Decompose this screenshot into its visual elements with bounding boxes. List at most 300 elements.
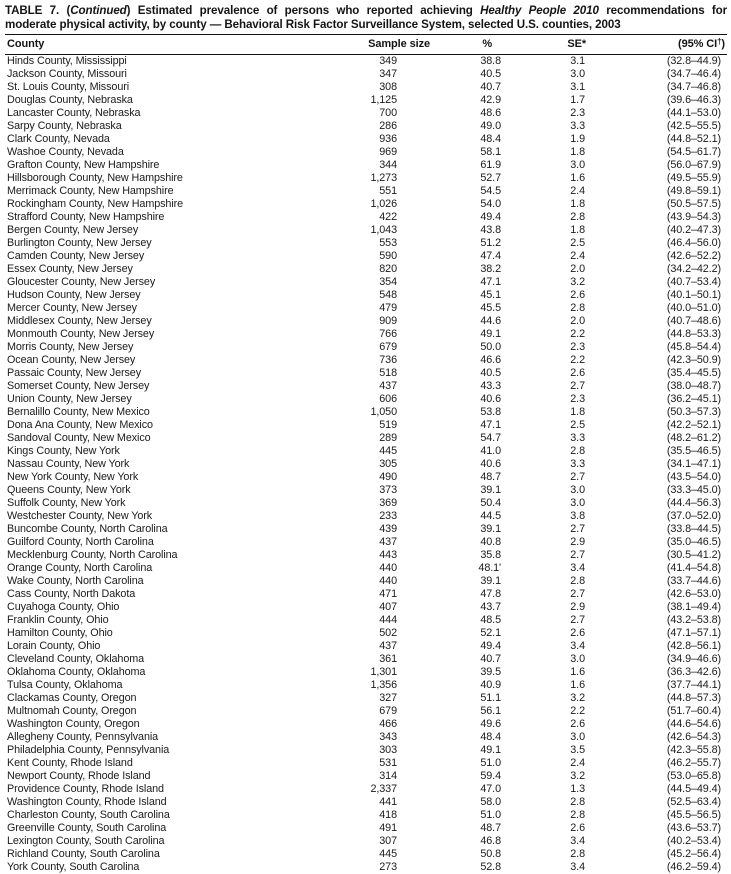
ci-cell: (34.9–46.6) — [588, 653, 727, 666]
percent-cell: 40.9 — [430, 679, 502, 692]
sample-size-cell: 820 — [352, 263, 430, 276]
percent-cell: 51.0 — [430, 809, 502, 822]
col-header-sample-size: Sample size — [352, 35, 430, 55]
se-cell: 3.0 — [502, 159, 588, 172]
percent-cell: 54.0 — [430, 198, 502, 211]
table-row — [5, 341, 727, 354]
table-row — [5, 432, 727, 445]
table-row — [5, 692, 727, 705]
se-cell: 1.8 — [502, 146, 588, 159]
percent-cell: 45.1 — [430, 289, 502, 302]
sample-size-cell: 1,026 — [352, 198, 430, 211]
se-cell: 3.0 — [502, 497, 588, 510]
ci-cell: (40.2–47.3) — [588, 224, 727, 237]
county-cell: Morris County, New Jersey — [5, 341, 352, 354]
county-cell: Clark County, Nevada — [5, 133, 352, 146]
percent-cell: 47.0 — [430, 783, 502, 796]
county-cell: Somerset County, New Jersey — [5, 380, 352, 393]
ci-cell: (44.8–53.3) — [588, 328, 727, 341]
table-number: TABLE 7. — [5, 4, 59, 17]
se-cell: 2.4 — [502, 757, 588, 770]
table-row — [5, 133, 727, 146]
ci-cell: (36.2–45.1) — [588, 393, 727, 406]
ci-cell: (46.2–59.4) — [588, 861, 727, 874]
sample-size-cell: 1,043 — [352, 224, 430, 237]
se-cell: 2.8 — [502, 796, 588, 809]
percent-cell: 39.5 — [430, 666, 502, 679]
county-cell: Hillsborough County, New Hampshire — [5, 172, 352, 185]
percent-cell: 59.4 — [430, 770, 502, 783]
sample-size-cell: 343 — [352, 731, 430, 744]
header-row — [5, 35, 727, 55]
title-italic-healthy-people: Healthy People 2010 — [480, 4, 599, 17]
table-row — [5, 835, 727, 848]
percent-cell: 47.1 — [430, 276, 502, 289]
county-cell: Washoe County, Nevada — [5, 146, 352, 159]
se-cell: 1.8 — [502, 198, 588, 211]
ci-cell: (50.3–57.3) — [588, 406, 727, 419]
sample-size-cell: 418 — [352, 809, 430, 822]
ci-cell: (38.0–48.7) — [588, 380, 727, 393]
table-row — [5, 68, 727, 81]
ci-cell: (40.7–53.4) — [588, 276, 727, 289]
sample-size-cell: 466 — [352, 718, 430, 731]
se-cell: 3.3 — [502, 458, 588, 471]
se-cell: 2.3 — [502, 393, 588, 406]
ci-cell: (33.8–44.5) — [588, 523, 727, 536]
se-cell: 3.3 — [502, 432, 588, 445]
sample-size-cell: 445 — [352, 848, 430, 861]
table-row — [5, 172, 727, 185]
sample-size-cell: 766 — [352, 328, 430, 341]
county-cell: St. Louis County, Missouri — [5, 81, 352, 94]
table-row — [5, 497, 727, 510]
percent-cell: 40.7 — [430, 653, 502, 666]
table-title-line-1 — [5, 4, 727, 18]
ci-cell: (36.3–42.6) — [588, 666, 727, 679]
percent-cell: 51.2 — [430, 237, 502, 250]
se-cell: 2.5 — [502, 419, 588, 432]
se-cell: 1.6 — [502, 172, 588, 185]
county-cell: Orange County, North Carolina — [5, 562, 352, 575]
ci-cell: (34.1–47.1) — [588, 458, 727, 471]
table-header — [5, 35, 727, 55]
county-cell: York County, South Carolina — [5, 861, 352, 874]
sample-size-cell: 440 — [352, 562, 430, 575]
table-row — [5, 848, 727, 861]
sample-size-cell: 490 — [352, 471, 430, 484]
sample-size-cell: 286 — [352, 120, 430, 133]
percent-cell: 47.8 — [430, 588, 502, 601]
ci-cell: (30.5–41.2) — [588, 549, 727, 562]
percent-cell: 48.4 — [430, 133, 502, 146]
percent-cell: 40.5 — [430, 367, 502, 380]
ci-cell: (44.4–56.3) — [588, 497, 727, 510]
county-cell: Queens County, New York — [5, 484, 352, 497]
sample-size-cell: 518 — [352, 367, 430, 380]
sample-size-cell: 437 — [352, 640, 430, 653]
table-row — [5, 302, 727, 315]
county-cell: Merrimack County, New Hampshire — [5, 185, 352, 198]
ci-cell: (43.6–53.7) — [588, 822, 727, 835]
se-cell: 2.7 — [502, 523, 588, 536]
sample-size-cell: 308 — [352, 81, 430, 94]
se-cell: 3.2 — [502, 276, 588, 289]
county-cell: Monmouth County, New Jersey — [5, 328, 352, 341]
table-row — [5, 614, 727, 627]
county-cell: Bergen County, New Jersey — [5, 224, 352, 237]
col-header-percent: % — [430, 35, 502, 55]
col-header-se: SE* — [502, 35, 588, 55]
sample-size-cell: 437 — [352, 536, 430, 549]
sample-size-cell: 590 — [352, 250, 430, 263]
county-cell: Wake County, North Carolina — [5, 575, 352, 588]
ci-cell: (38.1–49.4) — [588, 601, 727, 614]
ci-cell: (48.2–61.2) — [588, 432, 727, 445]
se-cell: 2.0 — [502, 263, 588, 276]
county-cell: Clackamas County, Oregon — [5, 692, 352, 705]
ci-cell: (35.5–46.5) — [588, 445, 727, 458]
se-cell: 3.4 — [502, 861, 588, 874]
sample-size-cell: 679 — [352, 705, 430, 718]
se-cell: 3.1 — [502, 81, 588, 94]
ci-cell: (40.2–53.4) — [588, 835, 727, 848]
percent-cell: 40.8 — [430, 536, 502, 549]
se-cell: 2.6 — [502, 367, 588, 380]
table-row — [5, 159, 727, 172]
percent-cell: 49.6 — [430, 718, 502, 731]
percent-cell: 58.1 — [430, 146, 502, 159]
county-cell: Bernalillo County, New Mexico — [5, 406, 352, 419]
sample-size-cell: 369 — [352, 497, 430, 510]
sample-size-cell: 344 — [352, 159, 430, 172]
ci-cell: (34.7–46.8) — [588, 81, 727, 94]
sample-size-cell: 679 — [352, 341, 430, 354]
table-row — [5, 81, 727, 94]
ci-cell: (45.5–56.5) — [588, 809, 727, 822]
percent-cell: 54.5 — [430, 185, 502, 198]
county-cell: Sarpy County, Nebraska — [5, 120, 352, 133]
ci-cell: (54.5–61.7) — [588, 146, 727, 159]
sample-size-cell: 479 — [352, 302, 430, 315]
se-cell: 2.6 — [502, 289, 588, 302]
ci-cell: (44.8–52.1) — [588, 133, 727, 146]
sample-size-cell: 347 — [352, 68, 430, 81]
sample-size-cell: 551 — [352, 185, 430, 198]
ci-cell: (44.8–57.3) — [588, 692, 727, 705]
table-row — [5, 757, 727, 770]
county-cell: Hinds County, Mississippi — [5, 55, 352, 69]
county-cell: Kent County, Rhode Island — [5, 757, 352, 770]
ci-cell: (53.0–65.8) — [588, 770, 727, 783]
county-cell: Lexington County, South Carolina — [5, 835, 352, 848]
county-cell: Union County, New Jersey — [5, 393, 352, 406]
percent-cell: 61.9 — [430, 159, 502, 172]
continued-label: (Continued) — [66, 4, 130, 17]
percent-cell: 43.3 — [430, 380, 502, 393]
col-header-county: County — [5, 35, 352, 55]
se-cell: 2.7 — [502, 549, 588, 562]
percent-cell: 51.1 — [430, 692, 502, 705]
table-row — [5, 809, 727, 822]
ci-cell: (49.8–59.1) — [588, 185, 727, 198]
county-cell: Franklin County, Ohio — [5, 614, 352, 627]
ci-cell: (49.5–55.9) — [588, 172, 727, 185]
table-row — [5, 315, 727, 328]
ci-cell: (56.0–67.9) — [588, 159, 727, 172]
percent-cell: 48.6 — [430, 107, 502, 120]
percent-cell: 53.8 — [430, 406, 502, 419]
title-text: Estimated prevalence of persons who reported achieving — [138, 4, 473, 17]
table-row — [5, 523, 727, 536]
table-row — [5, 380, 727, 393]
se-cell: 2.3 — [502, 107, 588, 120]
county-cell: Guilford County, North Carolina — [5, 536, 352, 549]
sample-size-cell: 349 — [352, 55, 430, 69]
ci-cell: (43.2–53.8) — [588, 614, 727, 627]
sample-size-cell: 361 — [352, 653, 430, 666]
percent-cell: 40.7 — [430, 81, 502, 94]
sample-size-cell: 444 — [352, 614, 430, 627]
ci-cell: (43.5–54.0) — [588, 471, 727, 484]
ci-cell: (51.7–60.4) — [588, 705, 727, 718]
percent-cell: 54.7 — [430, 432, 502, 445]
table-row — [5, 536, 727, 549]
county-cell: Allegheny County, Pennsylvania — [5, 731, 352, 744]
percent-cell: 45.5 — [430, 302, 502, 315]
county-cell: Washington County, Oregon — [5, 718, 352, 731]
ci-cell: (41.4–54.8) — [588, 562, 727, 575]
percent-cell: 39.1 — [430, 523, 502, 536]
percent-cell: 58.0 — [430, 796, 502, 809]
sample-size-cell: 289 — [352, 432, 430, 445]
county-cell: Burlington County, New Jersey — [5, 237, 352, 250]
table-row — [5, 666, 727, 679]
se-cell: 3.8 — [502, 510, 588, 523]
county-cell: Buncombe County, North Carolina — [5, 523, 352, 536]
sample-size-cell: 2,337 — [352, 783, 430, 796]
percent-cell: 52.7 — [430, 172, 502, 185]
se-cell: 2.5 — [502, 237, 588, 250]
percent-cell: 56.1 — [430, 705, 502, 718]
se-cell: 3.0 — [502, 484, 588, 497]
se-cell: 3.0 — [502, 731, 588, 744]
sample-size-cell: 531 — [352, 757, 430, 770]
ci-cell: (45.8–54.4) — [588, 341, 727, 354]
sample-size-cell: 548 — [352, 289, 430, 302]
se-cell: 1.8 — [502, 224, 588, 237]
county-cell: Hudson County, New Jersey — [5, 289, 352, 302]
se-cell: 2.9 — [502, 601, 588, 614]
table-row — [5, 471, 727, 484]
se-cell: 2.2 — [502, 705, 588, 718]
se-cell: 2.6 — [502, 627, 588, 640]
table-row — [5, 367, 727, 380]
sample-size-cell: 273 — [352, 861, 430, 874]
table-body — [5, 55, 727, 874]
table-row — [5, 354, 727, 367]
percent-cell: 38.2 — [430, 263, 502, 276]
sample-size-cell: 327 — [352, 692, 430, 705]
percent-cell: 47.1 — [430, 419, 502, 432]
county-cell: Rockingham County, New Hampshire — [5, 198, 352, 211]
ci-cell: (40.0–51.0) — [588, 302, 727, 315]
county-cell: Cleveland County, Oklahoma — [5, 653, 352, 666]
county-cell: Greenville County, South Carolina — [5, 822, 352, 835]
county-cell: Gloucester County, New Jersey — [5, 276, 352, 289]
percent-cell: 38.8 — [430, 55, 502, 69]
table-row — [5, 263, 727, 276]
table-row — [5, 224, 727, 237]
ci-cell: (45.2–56.4) — [588, 848, 727, 861]
sample-size-cell: 407 — [352, 601, 430, 614]
sample-size-cell: 441 — [352, 796, 430, 809]
county-cell: Ocean County, New Jersey — [5, 354, 352, 367]
sample-size-cell: 373 — [352, 484, 430, 497]
percent-cell: 44.6 — [430, 315, 502, 328]
county-cell: Mecklenburg County, North Carolina — [5, 549, 352, 562]
table-row — [5, 640, 727, 653]
county-cell: Westchester County, New York — [5, 510, 352, 523]
county-cell: Suffolk County, New York — [5, 497, 352, 510]
table-row — [5, 198, 727, 211]
percent-cell: 49.1 — [430, 744, 502, 757]
ci-cell: (39.6–46.3) — [588, 94, 727, 107]
se-cell: 2.9 — [502, 536, 588, 549]
ci-cell: (50.5–57.5) — [588, 198, 727, 211]
percent-cell: 39.1 — [430, 575, 502, 588]
sample-size-cell: 440 — [352, 575, 430, 588]
county-cell: Tulsa County, Oklahoma — [5, 679, 352, 692]
se-cell: 3.0 — [502, 68, 588, 81]
se-cell: 2.8 — [502, 211, 588, 224]
sample-size-cell: 519 — [352, 419, 430, 432]
table-title-line-2: moderate physical activity, by county — Behavioral Risk Factor Surveillance System, selected U.S. counties, 2003 — [5, 18, 727, 32]
se-cell: 3.2 — [502, 770, 588, 783]
table-row — [5, 588, 727, 601]
table-row — [5, 276, 727, 289]
ci-cell: (37.7–44.1) — [588, 679, 727, 692]
sample-size-cell: 354 — [352, 276, 430, 289]
percent-cell: 42.9 — [430, 94, 502, 107]
sample-size-cell: 700 — [352, 107, 430, 120]
table-row — [5, 458, 727, 471]
sample-size-cell: 553 — [352, 237, 430, 250]
se-cell: 3.4 — [502, 640, 588, 653]
percent-cell: 44.5 — [430, 510, 502, 523]
table-row — [5, 419, 727, 432]
ci-cell: (44.5–49.4) — [588, 783, 727, 796]
table-row — [5, 653, 727, 666]
ci-cell: (32.8–44.9) — [588, 55, 727, 69]
percent-cell: 48.1' — [430, 562, 502, 575]
county-cell: Sandoval County, New Mexico — [5, 432, 352, 445]
county-cell: Essex County, New Jersey — [5, 263, 352, 276]
se-cell: 2.7 — [502, 588, 588, 601]
se-cell: 2.2 — [502, 354, 588, 367]
percent-cell: 52.1 — [430, 627, 502, 640]
percent-cell: 50.8 — [430, 848, 502, 861]
sample-size-cell: 437 — [352, 380, 430, 393]
ci-cell: (34.2–42.2) — [588, 263, 727, 276]
table-row — [5, 211, 727, 224]
percent-cell: 49.4 — [430, 211, 502, 224]
table-row — [5, 575, 727, 588]
table-row — [5, 627, 727, 640]
ci-cell: (47.1–57.1) — [588, 627, 727, 640]
se-cell: 3.4 — [502, 835, 588, 848]
se-cell: 3.4 — [502, 562, 588, 575]
table-row — [5, 107, 727, 120]
sample-size-cell: 969 — [352, 146, 430, 159]
title-text-tail: recommendations for — [606, 4, 727, 17]
table-row — [5, 783, 727, 796]
sample-size-cell: 1,273 — [352, 172, 430, 185]
table-row — [5, 146, 727, 159]
sample-size-cell: 307 — [352, 835, 430, 848]
table-row — [5, 484, 727, 497]
percent-cell: 39.1 — [430, 484, 502, 497]
sample-size-cell: 1,125 — [352, 94, 430, 107]
table-row — [5, 796, 727, 809]
county-cell: Douglas County, Nebraska — [5, 94, 352, 107]
sample-size-cell: 936 — [352, 133, 430, 146]
ci-cell: (42.5–55.5) — [588, 120, 727, 133]
table-row — [5, 250, 727, 263]
table-row — [5, 718, 727, 731]
ci-cell: (40.1–50.1) — [588, 289, 727, 302]
percent-cell: 49.0 — [430, 120, 502, 133]
county-cell: Mercer County, New Jersey — [5, 302, 352, 315]
se-cell: 2.6 — [502, 822, 588, 835]
percent-cell: 46.8 — [430, 835, 502, 848]
percent-cell: 49.4 — [430, 640, 502, 653]
percent-cell: 46.6 — [430, 354, 502, 367]
county-cell: Newport County, Rhode Island — [5, 770, 352, 783]
se-cell: 1.9 — [502, 133, 588, 146]
county-cell: Multnomah County, Oregon — [5, 705, 352, 718]
col-header-ci: (95% CI†) — [588, 35, 727, 55]
ci-cell: (44.6–54.6) — [588, 718, 727, 731]
se-cell: 1.7 — [502, 94, 588, 107]
table-row — [5, 744, 727, 757]
table-row — [5, 705, 727, 718]
se-cell: 3.5 — [502, 744, 588, 757]
se-cell: 2.7 — [502, 380, 588, 393]
sample-size-cell: 305 — [352, 458, 430, 471]
se-cell: 2.8 — [502, 445, 588, 458]
ci-cell: (46.4–56.0) — [588, 237, 727, 250]
se-cell: 2.8 — [502, 575, 588, 588]
se-cell: 2.3 — [502, 341, 588, 354]
county-cell: Lorain County, Ohio — [5, 640, 352, 653]
ci-cell: (37.0–52.0) — [588, 510, 727, 523]
sample-size-cell: 1,356 — [352, 679, 430, 692]
county-cell: Cass County, North Dakota — [5, 588, 352, 601]
table-row — [5, 94, 727, 107]
table-row — [5, 237, 727, 250]
table-row — [5, 393, 727, 406]
se-cell: 1.6 — [502, 666, 588, 679]
county-cell: Oklahoma County, Oklahoma — [5, 666, 352, 679]
county-cell: Camden County, New Jersey — [5, 250, 352, 263]
county-cell: Jackson County, Missouri — [5, 68, 352, 81]
percent-cell: 50.4 — [430, 497, 502, 510]
county-cell: Dona Ana County, New Mexico — [5, 419, 352, 432]
table-row — [5, 328, 727, 341]
table-row — [5, 822, 727, 835]
se-cell: 2.4 — [502, 185, 588, 198]
